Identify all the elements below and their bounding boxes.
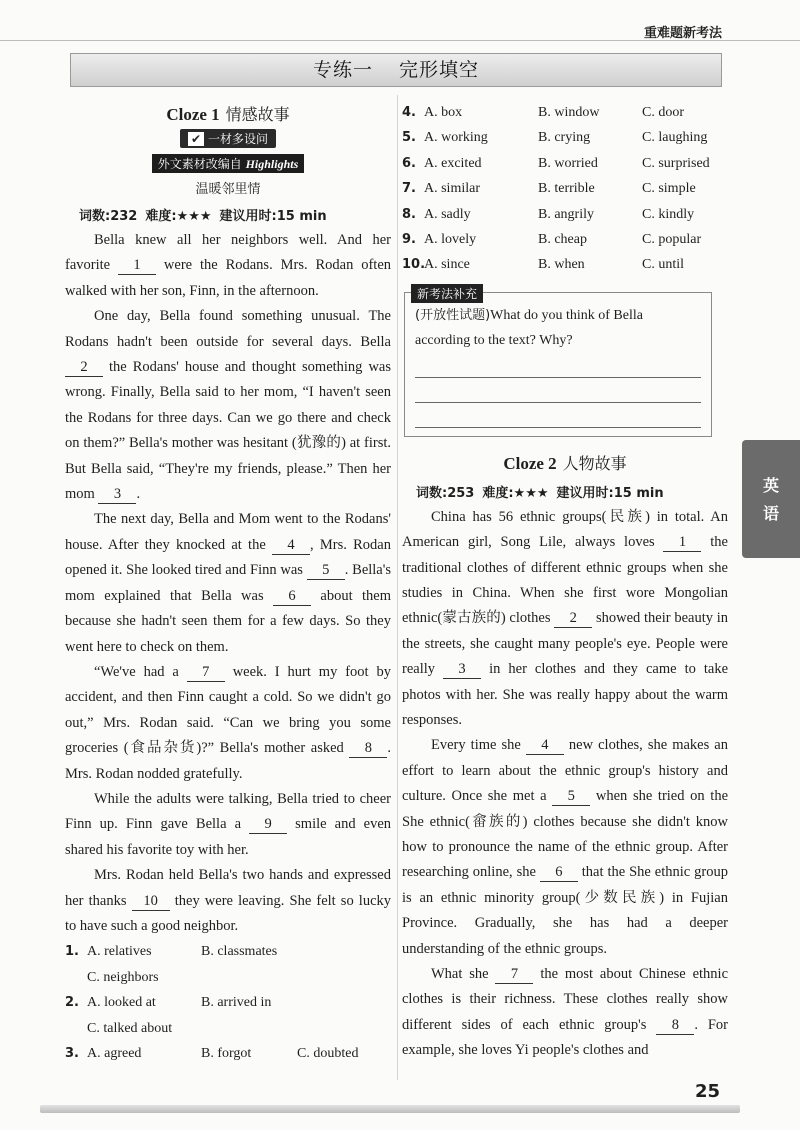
option-6-b[interactable]: B. worried [538, 155, 598, 171]
cloze1-subtitle: 温暖邻里情 [195, 182, 261, 197]
option-row-2-cont [65, 1016, 391, 1041]
option-3-c[interactable]: C. doubted [297, 1045, 359, 1061]
option-1-b[interactable]: B. classmates [201, 944, 278, 960]
option-10-b[interactable]: B. when [538, 257, 585, 273]
column-divider [397, 95, 398, 1080]
cloze2-paragraph-3: What she 7 the most about Chinese ethnic clothes is their richness. These clothes really show different sides of each ethnic group's 8 . For example, she loves Yi people's clothes and [402, 966, 729, 1059]
c2-blank-7[interactable]: 7 [495, 965, 533, 984]
option-9-a[interactable]: A. lovely [424, 231, 477, 247]
option-row-5: 5. A. working B. crying C. laughing [402, 125, 728, 150]
option-10-a[interactable]: A. since [424, 257, 470, 273]
option-5-b[interactable]: B. crying [538, 130, 591, 146]
option-8-a[interactable]: A. sadly [424, 206, 471, 222]
new-method-tag: 新考法补充 [411, 284, 483, 303]
option-7-c[interactable]: C. simple [642, 181, 696, 197]
cloze1-badge-row [65, 129, 391, 148]
option-7-a[interactable]: A. similar [424, 181, 480, 197]
option-5-a[interactable]: A. working [424, 130, 488, 146]
blank-4[interactable]: 4 [272, 536, 310, 555]
c2-blank-4[interactable]: 4 [526, 736, 564, 755]
extra-question-text: (开放性试题)What do you think of Bella according to the text? Why? [415, 307, 643, 348]
answer-line-2[interactable] [415, 378, 701, 403]
blank-6[interactable]: 6 [273, 587, 311, 606]
options-list-right [402, 100, 728, 278]
blank-2[interactable]: 2 [65, 358, 103, 377]
option-row-8: 8. A. sadly B. angrily C. kindly [402, 202, 728, 227]
option-row-1: 1. A. relatives B. classmates [65, 939, 391, 964]
option-7-b[interactable]: B. terrible [538, 181, 595, 197]
blank-3[interactable]: 3 [98, 485, 136, 504]
option-row-1-cont [65, 965, 391, 990]
option-8-b[interactable]: B. angrily [538, 206, 594, 222]
cloze1-paragraph-5: While the adults were talking, Bella tried to cheer Finn up. Finn gave Bella a 9 smile and even shared his favorite toy with her. [65, 790, 391, 858]
option-3-b[interactable]: B. forgot [201, 1045, 252, 1061]
option-6-c[interactable]: C. surprised [642, 155, 710, 171]
option-row-4: 4. A. box B. window C. door [402, 100, 728, 125]
option-9-b[interactable]: B. cheap [538, 231, 587, 247]
option-10-c[interactable]: C. until [642, 257, 685, 273]
checkmark-icon: ✔ [188, 132, 204, 146]
blank-8[interactable]: 8 [349, 739, 387, 758]
cloze1-paragraph-6: Mrs. Rodan held Bella's two hands and expressed her thanks 10 they were leaving. She felt so lucky to have such a good neighbor. [65, 867, 392, 934]
page-number: 25 [694, 1081, 720, 1102]
multi-question-badge: ✔ 一材多设问 [180, 129, 276, 148]
side-tab-char-2: 语 [762, 504, 779, 523]
side-tab-char-1: 英 [762, 476, 779, 495]
c2-blank-2[interactable]: 2 [554, 609, 592, 628]
option-row-9: 9. A. lovely B. cheap C. popular [402, 227, 728, 252]
c2-blank-6[interactable]: 6 [540, 863, 578, 882]
blank-1[interactable]: 1 [118, 256, 156, 275]
cloze1-paragraph-2: One day, Bella found something unusual. The Rodans hadn't been outside for several days. Bella 2 the Rodans' house and thought something was wrong. Finally, Bella said to her mom, “I haven't seen the Rodans for three days. Can we go there and check on them?” Bella's mother was hesitant (犹豫的) at first. But Bella said, “They're my friends, please.” Then her mom 3 . [65, 308, 392, 503]
c2-blank-5[interactable]: 5 [552, 787, 590, 806]
blank-9[interactable]: 9 [249, 815, 287, 834]
option-row-7: 7. A. similar B. terrible C. simple [402, 176, 728, 201]
header-series-title: 重难题新考法 [643, 26, 722, 41]
option-4-c[interactable]: C. door [642, 105, 684, 120]
cloze2-paragraph-1: China has 56 ethnic groups(民族) in total. An American girl, Song Lile, always loves 1 the traditional clothes of different ethnic groups when she studies in China. When she first wore Mongolian ethnic(蒙古族的) clothes 2 showed their beauty in the streets, she caught many people's eye. People were really 3 in her clothes and they came to take photos with her. She was really happy about the warm responses. [402, 508, 729, 728]
section-banner [70, 53, 722, 87]
option-4-b[interactable]: B. window [538, 105, 600, 120]
option-2-b[interactable]: B. arrived in [201, 995, 272, 1011]
c2-blank-3[interactable]: 3 [443, 660, 481, 679]
blank-7[interactable]: 7 [187, 663, 225, 682]
cloze1-paragraph-1: Bella knew all her neighbors well. And her favorite 1 were the Rodans. Mrs. Rodan often walked with her son, Finn, in the afternoon. [65, 232, 392, 299]
cloze2-paragraph-2: Every time she 4 new clothes, she makes an effort to learn about the ethnic group's history and culture. Once she met a 5 when she tried on the She ethnic(畲族的) clothes because she didn't know how to pronounce the name of the ethnic group. After researching online, she 6 that the She ethnic group is an ethnic minority group(少数民族) in Fujian Province. Gradually, she has had a deeper understanding of the ethnic groups. [402, 737, 729, 957]
right-column [402, 100, 728, 1064]
cloze1-title: Cloze 1 情感故事 [166, 105, 290, 124]
option-row-6: 6. A. excited B. worried C. surprised [402, 151, 728, 176]
cloze1-meta: 词数:232 难度:★★★ 建议用时:15 min [79, 209, 327, 224]
options-list-left [65, 939, 391, 1066]
cloze2-meta: 词数:253 难度:★★★ 建议用时:15 min [416, 485, 664, 501]
c2-blank-1[interactable]: 1 [663, 533, 701, 552]
option-row-3: 3. A. agreed B. forgot C. doubted [65, 1041, 391, 1066]
option-row-10: 10. A. since B. when C. until [402, 252, 728, 277]
option-6-a[interactable]: A. excited [424, 155, 482, 171]
option-1-a[interactable]: A. relatives [87, 944, 152, 960]
c2-blank-8[interactable]: 8 [656, 1016, 694, 1035]
answer-line-1[interactable] [415, 353, 701, 378]
source-badge: 外文素材改编自 Highlights [152, 154, 305, 173]
option-9-c[interactable]: C. popular [642, 231, 702, 247]
bottom-edge-bar [40, 1105, 740, 1113]
option-4-a[interactable]: A. box [424, 105, 463, 120]
blank-5[interactable]: 5 [307, 561, 345, 580]
banner-right: 完形填空 [399, 59, 480, 81]
blank-10[interactable]: 10 [132, 892, 170, 911]
banner-left: 专练一 [312, 59, 373, 81]
cloze2-title: Cloze 2 人物故事 [503, 453, 627, 473]
option-3-a[interactable]: A. agreed [87, 1045, 142, 1061]
cloze1-source-row [65, 150, 391, 173]
option-row-2: 2. A. looked at B. arrived in [65, 990, 391, 1015]
subject-side-tab[interactable] [742, 440, 800, 558]
option-1-c[interactable]: C. neighbors [87, 969, 159, 985]
answer-line-3[interactable] [415, 403, 701, 428]
option-2-c[interactable]: C. talked about [87, 1020, 173, 1036]
cloze1-paragraph-3: The next day, Bella and Mom went to the Rodans' house. After they knocked at the 4 , Mrs. Rodan opened it. She looked tired and Finn was 5 . Bella's mom explained that Bella was 6 about them because she hadn't seen them for a few days. So they went here to check on them. [65, 511, 392, 655]
extra-question-box [404, 286, 712, 437]
cloze1-paragraph-4: “We've had a 7 week. I hurt my foot by accident, and then Finn caught a cold. So we didn't go out,” Mrs. Rodan said. “Can we bring you some groceries (食品杂货)?” Bella's mother asked 8 . Mrs. Rodan nodded gratefully. [65, 663, 392, 782]
left-column [65, 98, 391, 1066]
option-2-a[interactable]: A. looked at [87, 995, 156, 1011]
option-5-c[interactable]: C. laughing [642, 130, 708, 146]
option-8-c[interactable]: C. kindly [642, 206, 695, 222]
